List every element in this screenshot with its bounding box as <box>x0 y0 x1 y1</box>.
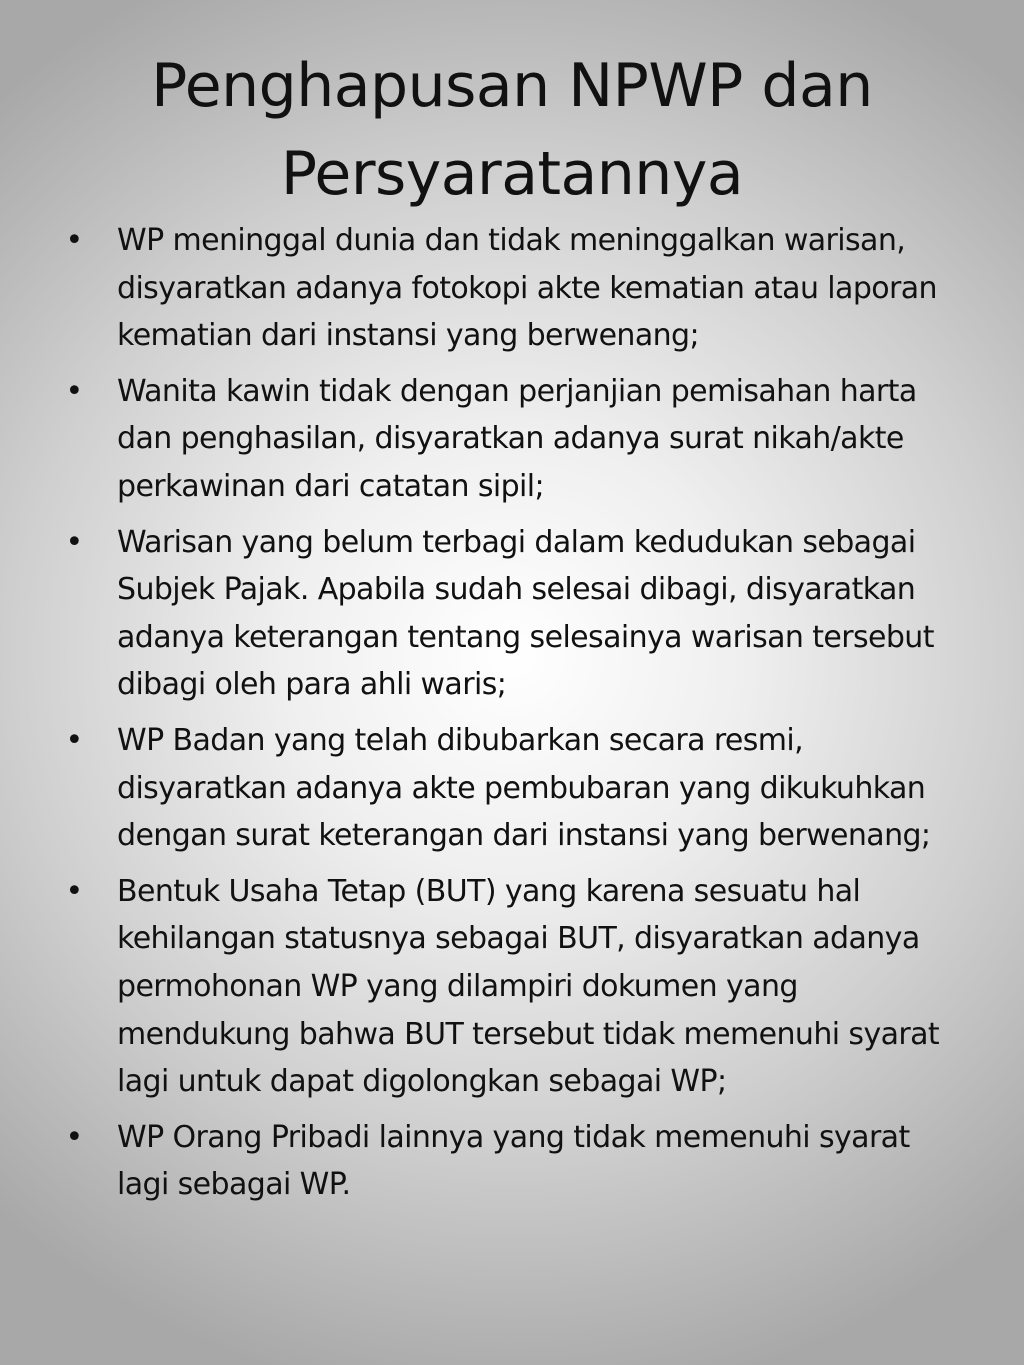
list-item-text: WP Orang Pribadi lainnya yang tidak memenuhi syarat lagi sebagai WP. <box>117 1119 910 1203</box>
list-item-text: WP Badan yang telah dibubarkan secara resmi, disyaratkan adanya akte pembubaran yang dikukuhkan dengan surat keterangan dari instansi yang berwenang; <box>117 722 931 854</box>
slide-title <box>0 42 1024 218</box>
list-item <box>64 1114 964 1209</box>
slide-title-line-1: Penghapusan NPWP dan <box>151 51 873 121</box>
list-item <box>64 868 964 1106</box>
bullet-icon: • <box>65 524 83 560</box>
bullet-icon: • <box>65 373 83 409</box>
list-item-text: Warisan yang belum terbagi dalam kedudukan sebagai Subjek Pajak. Apabila sudah selesai dibagi, disyaratkan adanya keterangan tentang selesainya warisan tersebut dibagi oleh para ahli waris; <box>117 524 934 703</box>
list-item <box>64 717 964 860</box>
list-item-text: Wanita kawin tidak dengan perjanjian pemisahan harta dan penghasilan, disyaratkan adanya surat nikah/akte perkawinan dari catatan sipil; <box>117 373 917 504</box>
list-item <box>64 519 964 709</box>
list-item <box>64 217 964 360</box>
bullet-icon: • <box>65 1119 83 1155</box>
requirements-list <box>64 217 964 1217</box>
list-item-text: WP meninggal dunia dan tidak meninggalkan warisan, disyaratkan adanya fotokopi akte kematian atau laporan kematian dari instansi yang berwenang; <box>117 223 937 354</box>
bullet-icon: • <box>65 722 83 758</box>
list-item <box>64 368 964 511</box>
bullet-icon: • <box>65 873 83 909</box>
list-item-text: Bentuk Usaha Tetap (BUT) yang karena sesuatu hal kehilangan statusnya sebagai BUT, disyaratkan adanya permohonan WP yang dilampiri dokumen yang mendukung bahwa BUT tersebut tidak memenuhi syarat lagi untuk dapat digolongkan sebagai WP; <box>117 873 940 1100</box>
bullet-icon: • <box>65 223 83 258</box>
slide-title-line-2: Persyaratannya <box>280 139 744 209</box>
